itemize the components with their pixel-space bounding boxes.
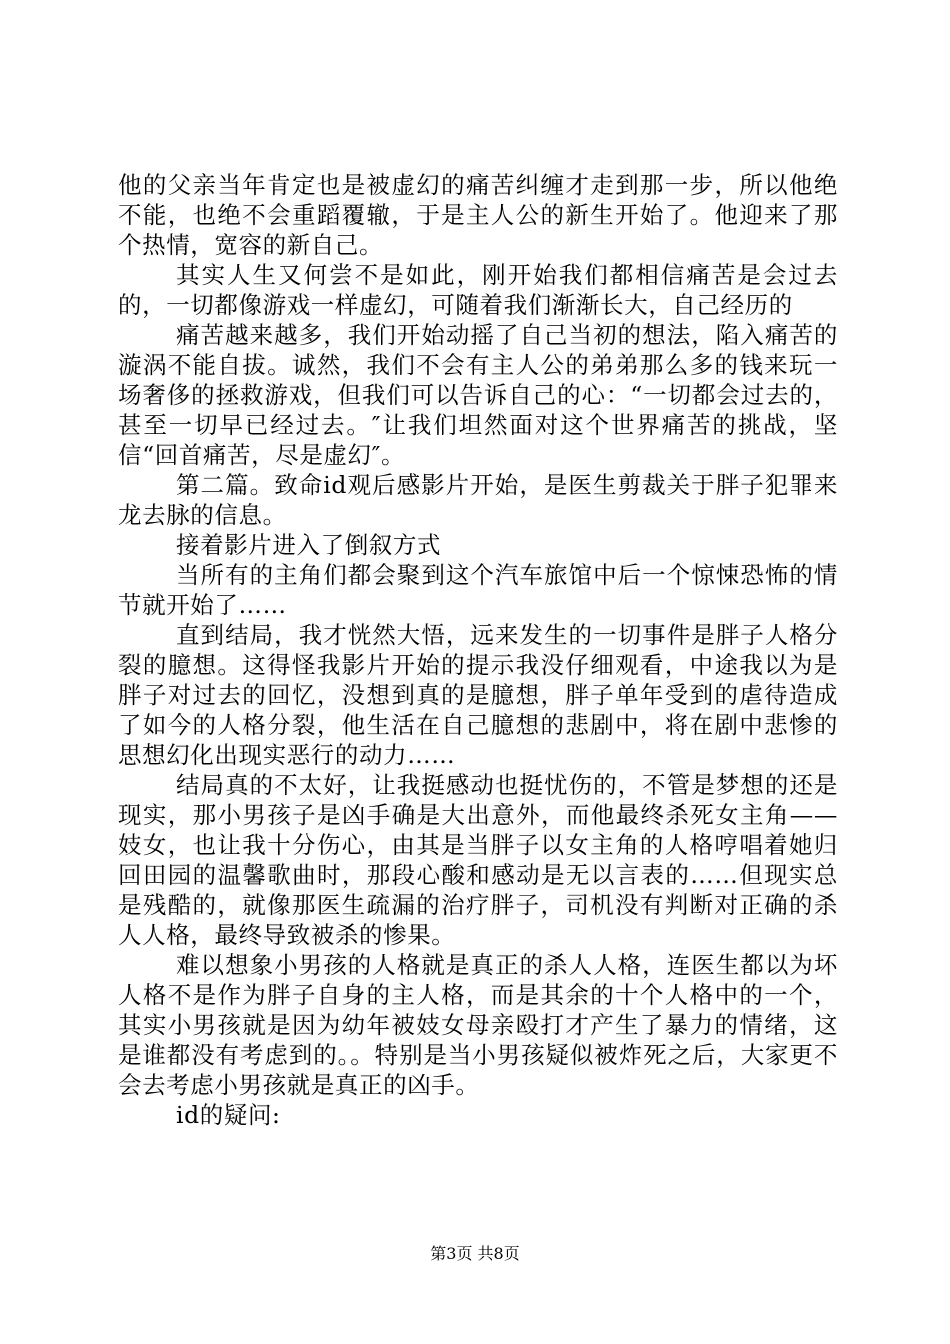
paragraph: 他的父亲当年肯定也是被虚幻的痛苦纠缠才走到那一步，所以他绝不能，也绝不会重蹈覆辙，于是主人公的新生开始了。他迎来了那个热情，宽容的新自己。: [118, 171, 838, 259]
paragraph: 其实人生又何尝不是如此，刚开始我们都相信痛苦是会过去的，一切都像游戏一样虚幻，可随着我们渐渐长大，自己经历的: [118, 261, 838, 319]
paragraph: 第二篇。致命id观后感影片开始，是医生剪裁关于胖子犯罪来龙去脉的信息。: [118, 471, 838, 529]
paragraph: 结局真的不太好，让我挺感动也挺忧伤的，不管是梦想的还是现实，那小男孩子是凶手确是大出意外，而他最终杀死女主角——妓女，也让我十分伤心，由其是当胖子以女主角的人格哼唱着她归回田园的温馨歌曲时，那段心酸和感动是无以言表的……但现实总是残酷的，就像那医生疏漏的治疗胖子，司机没有判断对正确的杀人人格，最终导致被杀的惨果。: [118, 771, 838, 949]
paragraph: 难以想象小男孩的人格就是真正的杀人人格，连医生都以为坏人格不是作为胖子自身的主人格，而是其余的十个人格中的一个，其实小男孩就是因为幼年被妓女母亲殴打才产生了暴力的情绪，这是谁都没有考虑到的。。特别是当小男孩疑似被炸死之后，大家更不会去考虑小男孩就是真正的凶手。: [118, 951, 838, 1099]
paragraph: 当所有的主角们都会聚到这个汽车旅馆中后一个惊悚恐怖的情节就开始了……: [118, 561, 838, 619]
paragraph: 痛苦越来越多，我们开始动摇了自己当初的想法，陷入痛苦的漩涡不能自拔。诚然，我们不会有主人公的弟弟那么多的钱来玩一场奢侈的拯救游戏，但我们可以告诉自己的心：“一切都会过去的，甚至一切早已经过去。″让我们坦然面对这个世界痛苦的挑战，坚信“回首痛苦，尽是虚幻″。: [118, 321, 838, 469]
paragraph: id的疑问:: [176, 1101, 281, 1129]
paragraph: 直到结局，我才恍然大悟，远来发生的一切事件是胖子人格分裂的臆想。这得怪我影片开始的提示我没仔细观看，中途我以为是胖子对过去的回忆，没想到真的是臆想，胖子单年受到的虐待造成了如今的人格分裂，他生活在自己臆想的悲剧中，将在剧中悲惨的思想幻化出现实恶行的动力……: [118, 621, 838, 769]
page-footer: [0, 1244, 950, 1264]
paragraph: 接着影片进入了倒叙方式: [176, 531, 442, 559]
page-number: 第3页 共8页: [430, 1244, 520, 1263]
body-text: [118, 170, 838, 1130]
